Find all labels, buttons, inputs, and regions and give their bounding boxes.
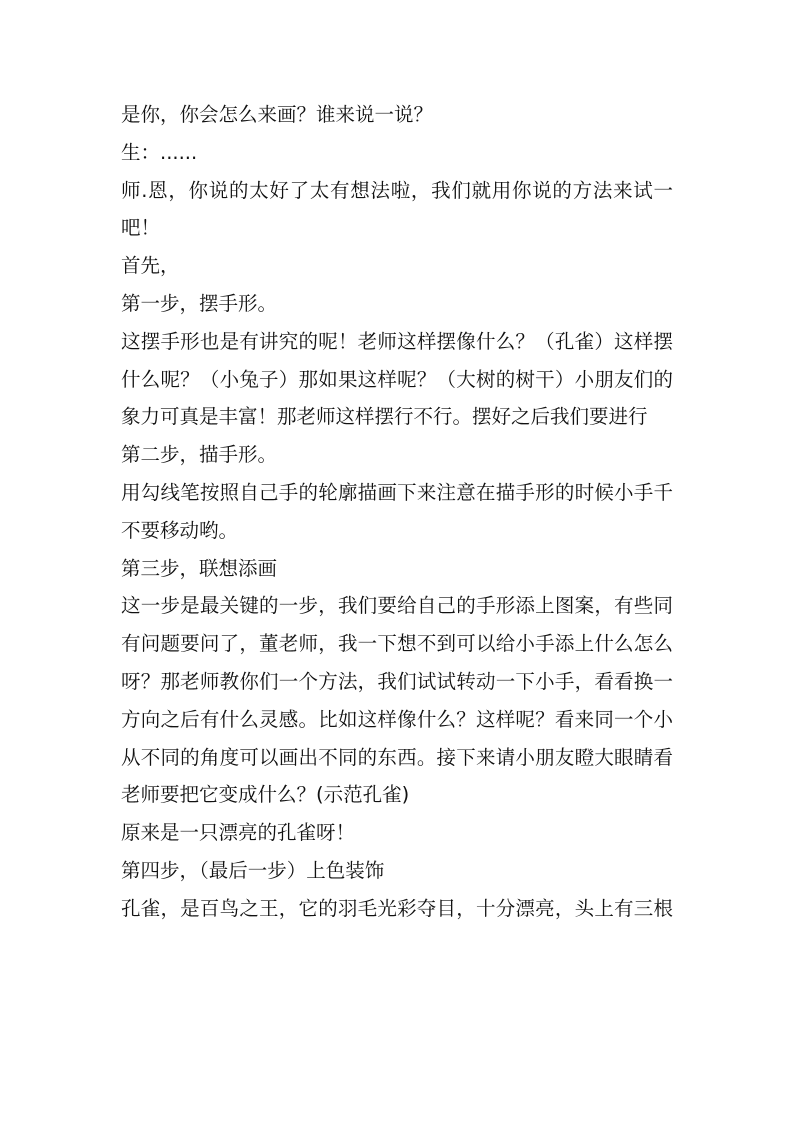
text-line: 首先，: [121, 254, 180, 278]
step-heading: 第一步，摆手形。: [121, 291, 278, 315]
step-heading: 第二步，描手形。: [121, 443, 278, 467]
document-body: [121, 96, 673, 928]
text-line: 呀？那老师教你们一个方法，我们试试转动一下小手，看看换一: [121, 669, 673, 693]
text-line: 原来是一只漂亮的孔雀呀！: [121, 821, 356, 845]
text-line: 这摆手形也是有讲究的呢！老师这样摆像什么？（孔雀）这样摆: [121, 329, 673, 353]
text-line: 从不同的角度可以画出不同的东西。接下来请小朋友瞪大眼睛看: [121, 745, 673, 769]
text-line: 有问题要问了，董老师，我一下想不到可以给小手添上什么怎么: [121, 632, 673, 656]
text-line: 生：......: [121, 140, 198, 164]
text-line: 孔雀，是百鸟之王，它的羽毛光彩夺目，十分漂亮，头上有三根: [121, 896, 673, 920]
text-line: 这一步是最关键的一步，我们要给自己的手形添上图案，有些同: [121, 594, 673, 618]
step-heading: 第四步，（最后一步）上色装饰: [121, 858, 385, 882]
text-line: 象力可真是丰富！那老师这样摆行不行。摆好之后我们要进行: [121, 405, 648, 429]
text-line: 师.恩，你说的太好了太有想法啦，我们就用你说的方法来试一: [121, 178, 673, 202]
text-line: 老师要把它变成什么？(示范孔雀): [121, 783, 410, 807]
text-line: 用勾线笔按照自己手的轮廓描画下来注意在描手形的时候小手千: [121, 480, 673, 504]
text-line: 不要移动哟。: [121, 518, 239, 542]
text-line: 方向之后有什么灵感。比如这样像什么？这样呢？看来同一个小: [121, 707, 673, 731]
text-line: 什么呢？（小兔子）那如果这样呢？（大树的树干）小朋友们的: [121, 367, 673, 391]
text-line: 吧！: [121, 216, 161, 240]
text-line: 是你，你会怎么来画？谁来说一说？: [121, 103, 434, 126]
step-heading: 第三步，联想添画: [121, 556, 278, 580]
